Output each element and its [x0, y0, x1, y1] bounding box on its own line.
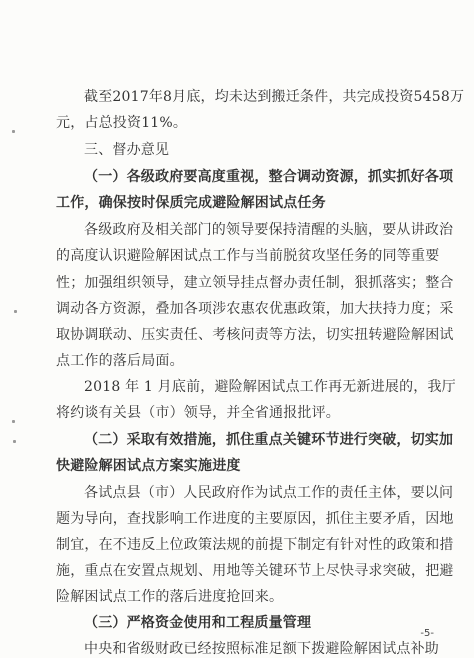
subheading-3: （三）严格资金使用和工程质量管理 — [84, 615, 312, 631]
scan-mark — [12, 130, 15, 133]
scan-mark — [14, 310, 17, 313]
text-line-20: 险解困试点工作的落后进度抢回来。 — [56, 589, 284, 605]
text-line-17: 题为导向，查找影响工作进度的主要原因，抓住主要矛盾，因地 — [56, 511, 454, 527]
text-line-1: 截至2017年8月底，均未达到搬迁条件，共完成投资5458万 — [84, 89, 465, 105]
text-line-8: 性；加强组织领导，建立领导挂点督办责任制，狠抓落实；整合 — [56, 275, 454, 291]
text-line-16: 各试点县（市）人民政府作为试点工作的责任主体，要以问 — [84, 485, 454, 501]
text-line-9: 调动各方资源，叠加各项涉农惠农优惠政策，加大扶持力度；采 — [56, 301, 454, 317]
text-line-11: 点工作的落后局面。 — [56, 353, 184, 369]
text-line-18: 制宜，在不违反上位政策法规的前提下制定有针对性的政策和措 — [56, 537, 454, 553]
text-line-7: 的高度认识避险解困试点工作与当前脱贫攻坚任务的同等重要 — [56, 248, 440, 264]
page-number: -5- — [420, 628, 434, 639]
text-line-2: 元，占总投资11%。 — [56, 115, 188, 131]
subheading-2-line-2: 快避险解困试点方案实施进度 — [56, 458, 241, 474]
text-line-6: 各级政府及相关部门的领导要保持清醒的头脑，要从讲政治 — [84, 222, 454, 238]
subheading-1-line-1: （一）各级政府要高度重视，整合调动资源，抓实抓好各项 — [84, 169, 454, 185]
scan-mark — [12, 420, 15, 423]
text-line-13: 将约谈有关县（市）领导，并全省通报批评。 — [56, 405, 340, 421]
subheading-2-line-1: （二）采取有效措施，抓住重点关键环节进行突破，切实加 — [84, 432, 454, 448]
section-heading: 三、督办意见 — [84, 142, 170, 158]
text-line-22: 中央和省级财政已经按照标准足额下拨避险解困试点补助 — [84, 641, 439, 657]
text-line-10: 取协调联动、压实责任、考核问责等方法，切实扭转避险解困试 — [56, 327, 454, 343]
scan-mark — [13, 440, 16, 443]
text-line-19: 施，重点在安置点规划、用地等关键环节上尽快寻求突破，把避 — [56, 563, 454, 579]
text-line-12: 2018 年 1 月底前，避险解困试点工作再无新进展的，我厅 — [84, 379, 456, 395]
subheading-1-line-2: 工作，确保按时保质完成避险解困试点任务 — [56, 195, 326, 211]
